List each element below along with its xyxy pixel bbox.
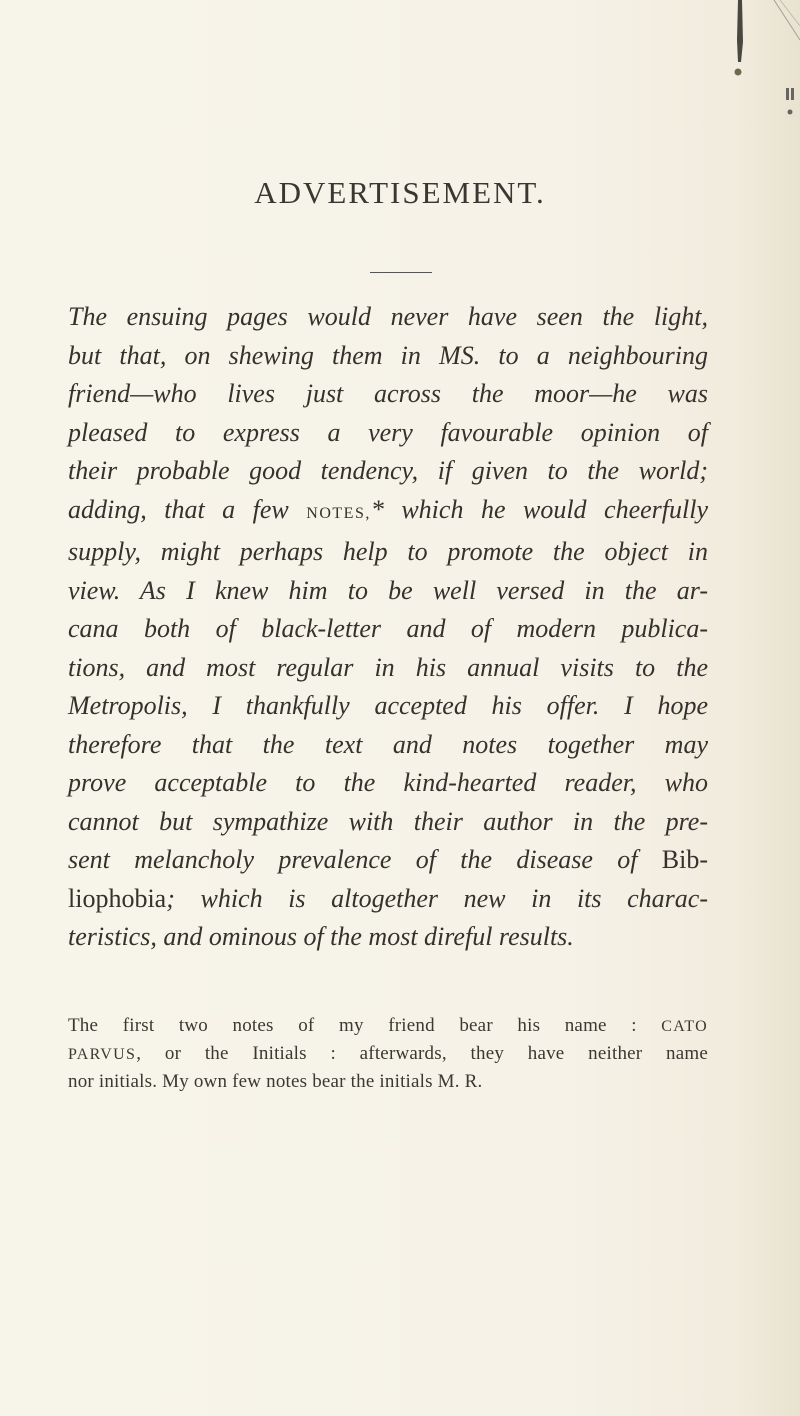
footnote-name: PARVUS bbox=[68, 1046, 137, 1063]
body-line: Metropolis, I thankfully accepted his offer. I hope bbox=[68, 691, 708, 720]
body-fragment: sent melancholy prevalence of the disease of bbox=[68, 845, 662, 874]
page-title: ADVERTISEMENT. bbox=[254, 175, 546, 210]
bibliophobia-word: Bib- bbox=[661, 845, 708, 874]
body-fragment: adding, that a few bbox=[68, 494, 307, 524]
footnote-line bbox=[68, 1040, 708, 1068]
footnote-line bbox=[68, 1012, 708, 1040]
footnote bbox=[68, 1012, 708, 1095]
body-line: prove acceptable to the kind-hearted reader, who bbox=[68, 768, 708, 797]
footnote-line: nor initials. My own few notes bear the initials M. R. bbox=[68, 1071, 483, 1092]
body-fragment: ; which is altogether new in its charac- bbox=[166, 883, 708, 913]
footnote-fragment: The first two notes of my friend bear his name : bbox=[68, 1015, 662, 1036]
body-line: therefore that the text and notes together may bbox=[68, 729, 708, 759]
body-fragment: * which he would cheerfully bbox=[370, 494, 708, 524]
body-line: pleased to express a very favourable opinion of bbox=[68, 417, 708, 447]
body-line: The ensuing pages would never have seen the light, bbox=[68, 302, 708, 331]
bibliophobia-word: liophobia bbox=[68, 883, 167, 913]
body-line: but that, on shewing them in MS. to a neighbouring bbox=[68, 340, 708, 370]
body-line: cana both of black-letter and of modern publica- bbox=[68, 614, 708, 643]
body-line: teristics, and ominous of the most direful results. bbox=[68, 922, 574, 951]
footnote-name: CATO bbox=[661, 1018, 708, 1035]
advertisement-body bbox=[68, 298, 708, 957]
notes-word: NOTES, bbox=[306, 504, 371, 522]
body-line: view. As I knew him to be well versed in the ar- bbox=[68, 575, 708, 605]
body-line: their probable good tendency, if given to the world; bbox=[68, 456, 708, 485]
body-line-bibliophobia bbox=[68, 841, 708, 880]
footnote-fragment: , or the Initials : afterwards, they have neither name bbox=[136, 1043, 708, 1064]
body-line: supply, might perhaps help to promote the object in bbox=[68, 537, 708, 566]
body-line: cannot but sympathize with their author in the pre- bbox=[68, 806, 708, 836]
body-line-bibliophobia-2 bbox=[68, 880, 708, 919]
page-binding-mark-icon bbox=[722, 0, 800, 118]
title-rule bbox=[370, 272, 432, 273]
body-line-notes bbox=[68, 491, 708, 534]
body-line: tions, and most regular in his annual visits to the bbox=[68, 652, 708, 682]
body-line: friend—who lives just across the moor—he was bbox=[68, 379, 708, 408]
